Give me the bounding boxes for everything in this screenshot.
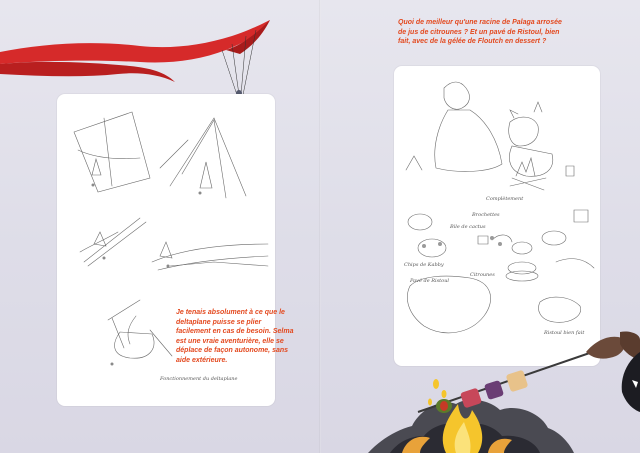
right-caption: Quoi de meilleur qu'une racine de Palaga arrosée de jus de citrounes ? Et un pavé de Ristoul, bien fait, avec de la gélée de Floutch en dessert ?: [398, 19, 562, 45]
sketch-label-6: Pavé de Ristoul: [410, 278, 450, 284]
sketch-label-2: Brochettes: [472, 212, 500, 218]
sketch-label-7: Ristoul bien fait: [544, 330, 585, 336]
sketch-label-3: Chips de Kabby: [404, 262, 444, 268]
sketch-note: Fonctionnement du deltaplane: [160, 376, 238, 382]
sketch-label-1: Complètement: [486, 196, 524, 202]
sketch-label-4: Bile de cactus: [450, 224, 486, 230]
left-caption: Je tenais absolument à ce que le deltaplane puisse se plier facilement en cas de besoin. Selma est une vraie aventurière, elle se déplace de façon autonome, sans aide extérieure.: [176, 309, 294, 364]
sketch-label-5: Citrounes: [470, 272, 495, 278]
